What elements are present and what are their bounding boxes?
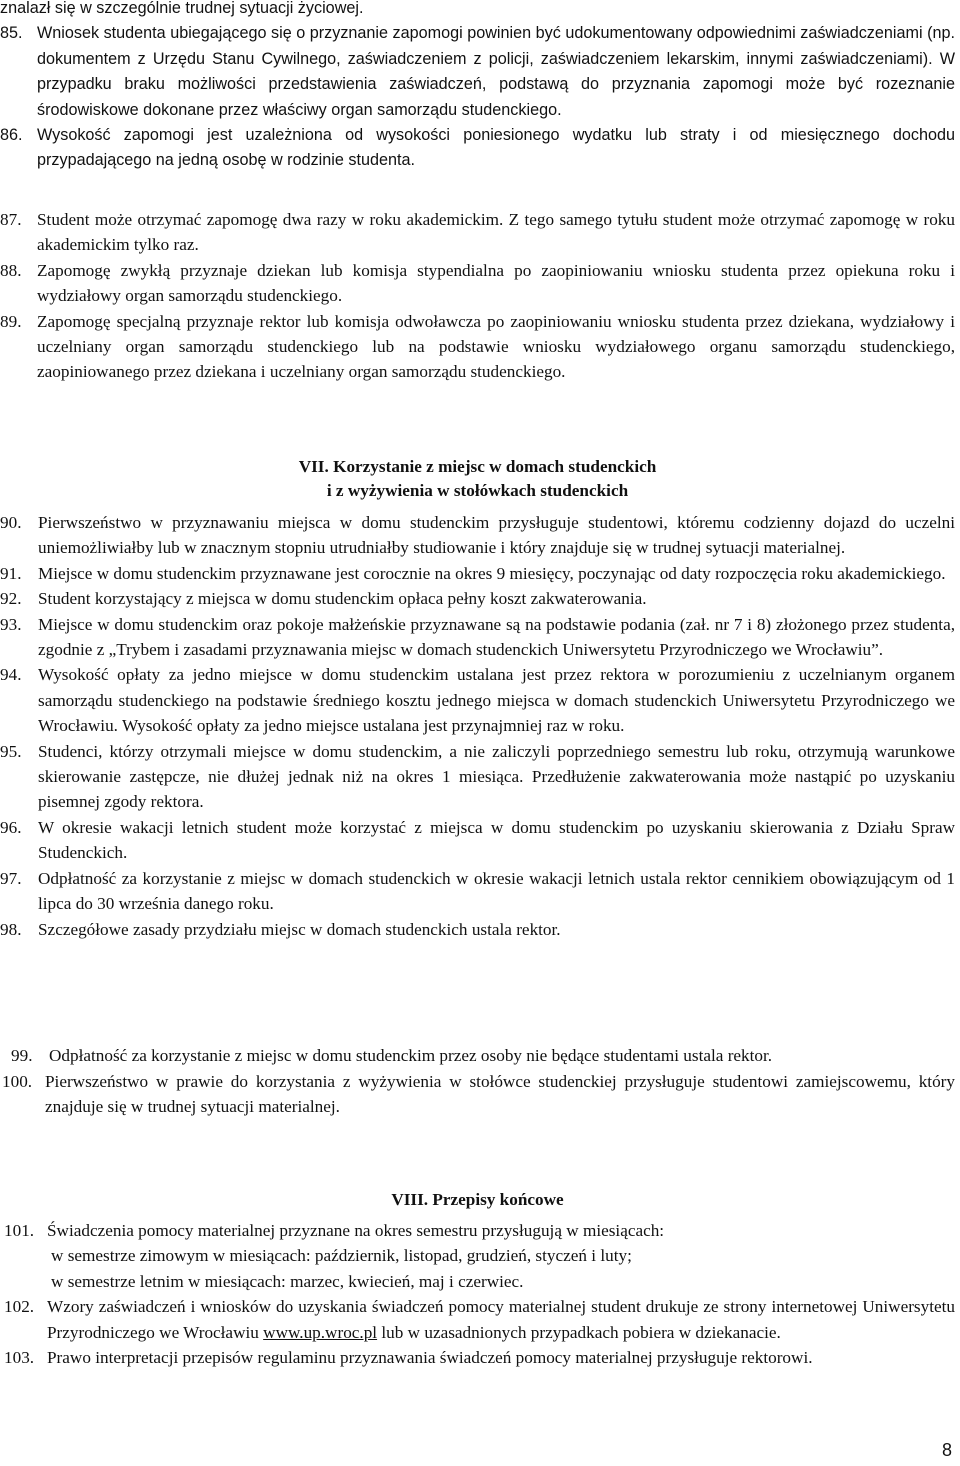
item-88 bbox=[0, 258, 955, 309]
item-94 bbox=[0, 662, 955, 738]
item-92 bbox=[0, 586, 955, 611]
item-102-text-after: lub w uzasadnionych przypadkach pobiera w dziekanacie. bbox=[377, 1322, 781, 1342]
item-95 bbox=[0, 739, 955, 815]
item-text: Pierwszeństwo w przyznawaniu miejsca w domu studenckim przysługuje studentowi, któremu codzienny dojazd do uczelni uniemożliwiałby lub w znacznym stopniu utrudniałby studiowanie i który znajduje się w trudnej sytuacji materialnej. bbox=[38, 513, 955, 558]
item-99-block bbox=[11, 1043, 951, 1068]
item-103 bbox=[4, 1345, 955, 1370]
item-86 bbox=[0, 123, 955, 174]
item-number: 87. bbox=[0, 210, 22, 229]
item-100-block bbox=[2, 1069, 955, 1120]
item-number: 90. bbox=[0, 513, 22, 532]
item-text: Miejsce w domu studenckim oraz pokoje małżeńskie przyznawane są na podstawie podania (zał. nr 7 i 8) złożonego przez studenta, zgodnie z „Trybem i zasadami przyznawania miejsc w domach studenckich Uniwersytetu Przyrodniczego we Wrocławiu”. bbox=[38, 614, 955, 660]
item-number: 103. bbox=[4, 1348, 35, 1368]
item-text: Zapomogę specjalną przyznaje rektor lub komisja odwoławcza po zaopiniowaniu wniosku studenta przez dziekana, wydziałowy i uczelniany organ samorządu studenckiego lub na podstawie wniosku wydziałowego organu samorządu studenckiego, zaopiniowanego przez dziekana i uczelniany organ samorządu studenckiego. bbox=[37, 311, 955, 382]
item-number: 93. bbox=[0, 614, 22, 634]
item-96 bbox=[0, 815, 955, 866]
item-number: 92. bbox=[0, 589, 22, 609]
item-91 bbox=[0, 561, 955, 586]
item-text: Wysokość opłaty za jedno miejsce w domu studenckim ustalana jest przez rektora w porozumieniu z uczelnianym organem samorządu studenckiego na podstawie średniego kosztu jednego miejsca w domach studenckich Uniwersytetu Przyrodniczego we Wrocławiu. Wysokość opłaty za jedno miejsce ustalana jest przynajmniej raz w roku. bbox=[38, 665, 955, 736]
item-93 bbox=[0, 612, 955, 663]
item-100 bbox=[2, 1069, 955, 1120]
item-text: Wniosek studenta ubiegającego się o przyznanie zapomogi powinien być udokumentowany odpowiednimi zaświadczeniami (np. dokumentem z Urzędu Stanu Cywilnego, zaświadczeniem z policji, zaświadczeniem lekarskim, innymi zaświadczeniami). W przypadku braku możliwości przedstawienia zaświadczeń, podstawą do przyznania zapomogi może być rozeznanie środowiskowe dokonane przez właściwy organ samorządu studenckiego. bbox=[37, 24, 955, 119]
item-101-winter: w semestrze zimowym w miesiącach: październik, listopad, grudzień, styczeń i luty; bbox=[51, 1246, 632, 1266]
item-101-summer: w semestrze letnim w miesiącach: marzec, kwiecień, maj i czerwiec. bbox=[51, 1271, 524, 1291]
item-number: 98. bbox=[0, 919, 22, 939]
item-number: 101. bbox=[4, 1221, 35, 1240]
item-number: 99. bbox=[11, 1046, 33, 1065]
item-number: 96. bbox=[0, 817, 22, 837]
item-text: Pierwszeństwo w prawie do korzystania z wyżywienia w stołówce studenckiej przysługuje studentowi zamiejscowemu, który znajduje się w trudnej sytuacji materialnej. bbox=[45, 1072, 955, 1117]
item-90 bbox=[0, 510, 955, 561]
item-number: 89. bbox=[0, 311, 22, 331]
item-number: 86. bbox=[0, 126, 23, 145]
item-number: 85. bbox=[0, 24, 23, 43]
item-text: Odpłatność za korzystanie z miejsc w domu studenckim przez osoby nie będące studentami ustala rektor. bbox=[49, 1046, 773, 1065]
website-link[interactable]: www.up.wroc.pl bbox=[263, 1322, 378, 1342]
item-99 bbox=[11, 1043, 951, 1068]
item-89 bbox=[0, 309, 955, 385]
item-text: Student może otrzymać zapomogę dwa razy w roku akademickim. Z tego samego tytułu student może otrzymać zapomogę w roku akademickim tylko raz. bbox=[37, 210, 955, 255]
item-number: 97. bbox=[0, 868, 22, 888]
item-101 bbox=[4, 1218, 955, 1243]
item-text: Zapomogę zwykłą przyznaje dziekan lub komisja stypendialna po zaopiniowaniu wniosku studenta przez opiekuna roku i wydziałowy organ samorządu studenckiego. bbox=[37, 260, 955, 306]
section-7-items bbox=[0, 510, 955, 942]
item-102 bbox=[4, 1294, 955, 1345]
item-text: Studenci, którzy otrzymali miejsce w domu studenckim, a nie zaliczyli poprzedniego semestru lub roku, otrzymują warunkowe skierowanie zastępcze, nie dłużej jednak niż na okres 1 miesiąca. Przedłużenie zakwaterowania może nastąpić po uzyskaniu pisemnej zgody rektora. bbox=[38, 741, 955, 812]
item-98 bbox=[0, 917, 955, 942]
section-7-heading-line-1: VII. Korzystanie z miejsc w domach studenckich bbox=[298, 457, 657, 476]
item-text: Prawo interpretacji przepisów regulaminu przyznawania świadczeń pomocy materialnej przysługuje rektorowi. bbox=[47, 1348, 813, 1368]
item-number: 100. bbox=[2, 1072, 33, 1091]
item-text: Wysokość zapomogi jest uzależniona od wysokości poniesionego wydatku lub straty i od miesięcznego dochodu przypadającego na jedną osobę w rodzinie studenta. bbox=[37, 126, 955, 170]
section-7-heading bbox=[0, 455, 955, 503]
item-text: Świadczenia pomocy materialnej przyznane na okres semestru przysługują w miesiącach: bbox=[47, 1221, 665, 1240]
item-text: Miejsce w domu studenckim przyznawane jest corocznie na okres 9 miesięcy, poczynając od daty rozpoczęcia roku akademickiego. bbox=[38, 563, 946, 583]
item-number: 91. bbox=[0, 563, 22, 583]
item-97 bbox=[0, 866, 955, 917]
item-85 bbox=[0, 21, 955, 123]
item-text: Szczegółowe zasady przydziału miejsc w domach studenckich ustala rektor. bbox=[38, 919, 561, 939]
page-number: 8 bbox=[941, 1440, 952, 1460]
item-102-text-before: Wzory zaświadczeń i wniosków do uzyskania świadczeń pomocy materialnej student drukuje ze strony internetowej Uniwersytetu Przyrodniczego we Wrocławiu bbox=[47, 1297, 955, 1342]
top-section-serif bbox=[0, 207, 955, 385]
section-8-heading: VIII. Przepisy końcowe bbox=[391, 1190, 564, 1209]
intro-line: znalazł się w szczególnie trudnej sytuacji życiowej. bbox=[0, 0, 364, 17]
item-number: 95. bbox=[0, 741, 22, 761]
item-text: Student korzystający z miejsca w domu studenckim opłaca pełny koszt zakwaterowania. bbox=[38, 589, 647, 609]
section-7-heading-line-2: i z wyżywienia w stołówkach studenckich bbox=[326, 481, 629, 500]
item-text: Odpłatność za korzystanie z miejsc w domach studenckich w okresie wakacji letnich ustala rektor cennikiem obowiązującym od 1 lipca do 30 września danego roku. bbox=[38, 868, 955, 914]
item-text bbox=[47, 1294, 955, 1345]
item-number: 88. bbox=[0, 260, 22, 280]
item-87 bbox=[0, 207, 955, 258]
item-number: 102. bbox=[4, 1297, 35, 1317]
item-text: W okresie wakacji letnich student może korzystać z miejsca w domu studenckim po uzyskaniu skierowania z Działu Spraw Studenckich. bbox=[38, 817, 955, 863]
top-section bbox=[0, 0, 955, 174]
section-8-items bbox=[4, 1218, 955, 1370]
item-number: 94. bbox=[0, 665, 22, 685]
